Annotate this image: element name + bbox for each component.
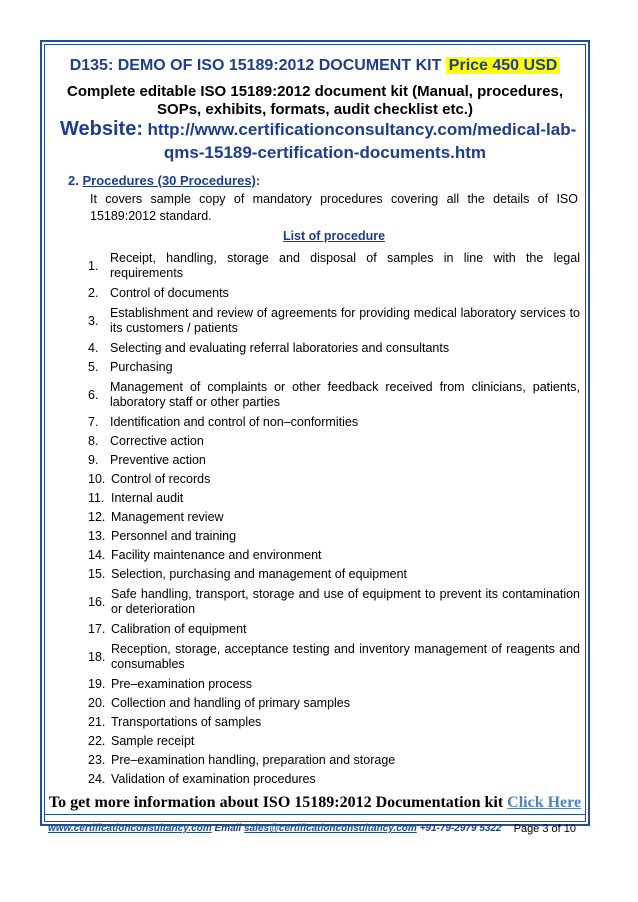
procedure-text: Control of documents — [110, 286, 229, 300]
procedure-item — [88, 565, 580, 584]
procedure-number: 15. — [88, 567, 106, 581]
footer-divider — [44, 814, 586, 815]
procedure-item — [88, 527, 580, 546]
procedure-text: Purchasing — [110, 360, 173, 374]
procedure-text: Pre–examination handling, preparation and storage — [111, 753, 396, 767]
procedure-text: Preventive action — [110, 453, 206, 467]
procedure-item — [88, 751, 580, 770]
procedure-number: 23. — [88, 753, 106, 767]
procedure-number: 4. — [88, 341, 99, 355]
procedure-item — [88, 713, 580, 732]
procedure-text: Sample receipt — [111, 734, 195, 748]
list-title: List of procedure — [282, 229, 386, 243]
footer-email-label: Email — [214, 823, 242, 834]
footer-site-link[interactable]: www.certificationconsultancy.com — [48, 823, 212, 834]
procedure-text: Identification and control of non–conformities — [110, 415, 359, 429]
procedure-number: 3. — [88, 313, 99, 328]
cta-text: To get more information about ISO 15189:2012 Documentation kit — [48, 794, 504, 811]
procedure-number: 10. — [88, 472, 106, 486]
procedure-item — [88, 339, 580, 358]
procedure-text: Pre–examination process — [111, 677, 253, 691]
procedure-text: Selection, purchasing and management of equipment — [111, 567, 408, 581]
procedure-item — [88, 284, 580, 303]
procedure-text: Transportations of samples — [111, 715, 262, 729]
procedure-item — [88, 432, 580, 451]
procedure-item — [88, 620, 580, 639]
subtitle-line-1: Complete editable ISO 15189:2012 document kit (Manual, procedures, — [67, 83, 563, 100]
procedure-number: 5. — [88, 360, 99, 374]
procedure-item — [88, 694, 580, 713]
procedure-number: 7. — [88, 415, 99, 429]
procedure-number: 18. — [88, 649, 106, 664]
procedure-number: 13. — [88, 529, 106, 543]
procedure-text: Control of records — [111, 472, 211, 486]
procedure-number: 9. — [88, 453, 99, 467]
section-title: Procedures (30 Procedures) — [82, 173, 256, 188]
price-badge: Price 450 USD — [446, 57, 561, 74]
procedure-number: 2. — [88, 286, 99, 300]
procedure-item — [88, 732, 580, 751]
procedure-number: 19. — [88, 677, 106, 691]
website-url-line-2[interactable]: qms-15189-certification-documents.htm — [163, 143, 487, 162]
click-here-link[interactable]: Click Here — [507, 794, 582, 811]
procedure-number: 11. — [88, 491, 105, 505]
procedure-item — [88, 451, 580, 470]
footer-email-link[interactable]: sales@certificationconsultancy.com — [244, 823, 417, 834]
procedure-number: 6. — [88, 387, 99, 402]
procedure-text: Safe handling, transport, storage and use of equipment to prevent its contamination or deterioration — [111, 587, 580, 616]
procedure-number: 17. — [88, 622, 106, 636]
page-title — [55, 57, 575, 75]
procedure-item — [88, 377, 580, 413]
procedure-number: 12. — [88, 510, 106, 524]
procedure-text: Facility maintenance and environment — [111, 548, 322, 562]
website-block — [60, 118, 580, 164]
procedure-item — [88, 639, 580, 675]
section-number: 2. — [68, 173, 79, 188]
procedure-text: Selecting and evaluating referral laboratories and consultants — [110, 341, 450, 355]
procedure-text: Establishment and review of agreements for providing medical laboratory services to its customers / patients — [110, 306, 580, 335]
website-url-line-1[interactable]: http://www.certificationconsultancy.com/medical-lab- — [147, 120, 577, 139]
subtitle-line-2: SOPs, exhibits, formats, audit checklist etc.) — [157, 101, 473, 118]
procedure-item — [88, 546, 580, 565]
procedure-text: Management of complaints or other feedback received from clinicians, patients, laboratory staff or other parties — [110, 380, 580, 409]
procedure-item — [88, 675, 580, 694]
procedure-number: 1. — [88, 258, 99, 273]
section-intro: It covers sample copy of mandatory procedures covering all the details of ISO 15189:2012 standard. — [90, 192, 578, 223]
footer — [48, 823, 582, 834]
title-text: D135: DEMO OF ISO 15189:2012 DOCUMENT KIT — [69, 57, 442, 74]
section-heading — [68, 173, 260, 188]
procedure-text: Management review — [111, 510, 224, 524]
procedure-item — [88, 489, 580, 508]
procedure-text: Personnel and training — [111, 529, 237, 543]
cta-line — [40, 794, 590, 812]
section-colon: : — [255, 173, 261, 188]
procedure-number: 24. — [88, 772, 106, 786]
procedure-list — [88, 248, 580, 789]
page-number: Page 3 of 10 — [513, 823, 576, 835]
procedure-number: 21. — [88, 715, 106, 729]
procedure-text: Reception, storage, acceptance testing and inventory management of reagents and consumables — [111, 642, 580, 671]
procedure-number: 20. — [88, 696, 106, 710]
procedure-text: Internal audit — [111, 491, 184, 505]
procedure-text: Collection and handling of primary samples — [111, 696, 351, 710]
procedure-item — [88, 248, 580, 284]
procedure-item — [88, 584, 580, 620]
procedure-text: Receipt, handling, storage and disposal of samples in line with the legal requirements — [110, 251, 580, 280]
procedure-item — [88, 470, 580, 489]
procedure-item — [88, 413, 580, 432]
procedure-item — [88, 358, 580, 377]
procedure-text: Validation of examination procedures — [111, 772, 316, 786]
footer-phone: +91-79-2979 5322 — [419, 823, 502, 834]
procedure-number: 22. — [88, 734, 106, 748]
procedure-text: Corrective action — [110, 434, 204, 448]
procedure-number: 16. — [88, 594, 106, 609]
procedure-item — [88, 303, 580, 339]
website-label: Website: — [60, 118, 143, 140]
procedure-item — [88, 508, 580, 527]
procedure-number: 8. — [88, 434, 99, 448]
procedure-item — [88, 770, 580, 789]
procedure-text: Calibration of equipment — [111, 622, 247, 636]
procedure-number: 14. — [88, 548, 106, 562]
subtitle — [55, 83, 575, 119]
